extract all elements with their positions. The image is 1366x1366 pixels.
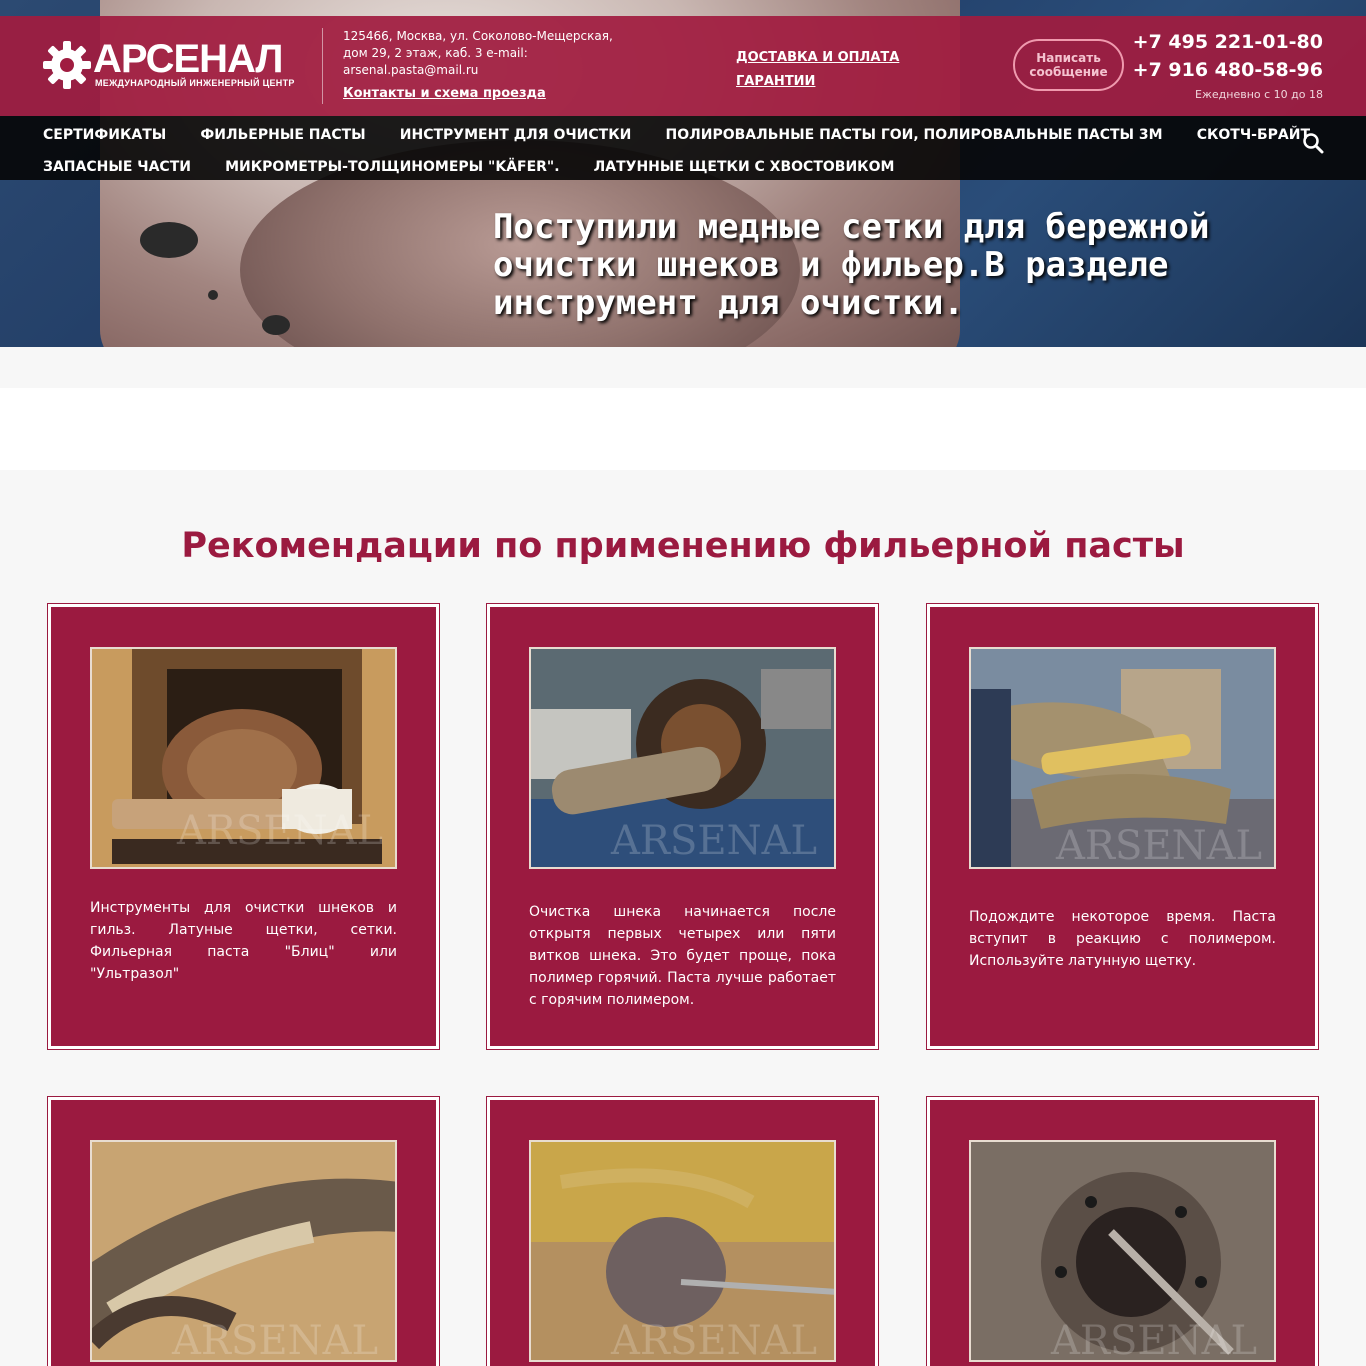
watermark: ARSENAL (1056, 823, 1263, 869)
hero-announcement: Поступили медные сетки для бережной очистки шнеков и фильер.В разделе инструмент для очистки. (493, 207, 1210, 323)
search-icon[interactable] (1302, 132, 1324, 154)
guarantee-link[interactable]: ГАРАНТИИ (736, 74, 816, 89)
watermark: ARSENAL (172, 1318, 379, 1362)
card-text: Инструменты для очистки шнеков и гильз. Латуные щетки, сетки. Фильерная паста "Блиц" или "Ультразол" (90, 900, 397, 982)
main-menu (0, 116, 1366, 180)
card-image-brass-brush (969, 647, 1276, 869)
card-text: Очистка шнека начинается после открытя первых четырех или пяти витков шнека. Это будет проще, пока полимер горячий. Паста лучше работает с горячим полимером. (529, 904, 836, 1008)
menu-item-micrometers[interactable]: МИКРОМЕТРЫ-ТОЛЩИНОМЕРЫ "KÄFER". (225, 159, 560, 175)
hero-hole (208, 290, 218, 300)
card-image-screw-mesh (90, 1140, 397, 1362)
recommendation-card (486, 1096, 879, 1366)
watermark: ARSENAL (611, 818, 818, 864)
menu-row-1 (43, 124, 1339, 144)
write-message-button[interactable]: Написать сообщение (1013, 39, 1124, 91)
logo-subtitle: МЕЖДУНАРОДНЫЙ ИНЖЕНЕРНЫЙ ЦЕНТР (95, 78, 295, 88)
hero-hole (140, 222, 198, 258)
phones (1133, 28, 1323, 101)
white-strip (0, 388, 1366, 470)
menu-item-spare-parts[interactable]: ЗАПАСНЫЕ ЧАСТИ (43, 159, 191, 175)
header-links (736, 46, 899, 94)
working-hours: Ежедневно с 10 до 18 (1195, 88, 1323, 101)
recommendation-card (47, 603, 440, 1050)
menu-item-die-pastes[interactable]: ФИЛЬЕРНЫЕ ПАСТЫ (200, 127, 366, 143)
logo[interactable] (43, 37, 303, 92)
logo-name: АРСЕНАЛ (93, 37, 283, 81)
watermark: ARSENAL (611, 1318, 818, 1362)
section-title: Рекомендации по применению фильерной пасты (181, 526, 1185, 566)
address: 125466, Москва, ул. Соколово-Мещерская, дом 29, 2 этаж, каб. 3 e-mail: arsenal.pasta@mail.ru (343, 29, 613, 77)
phone-2[interactable]: +7 916 480-58-96 (1132, 59, 1323, 81)
recommendation-card (486, 603, 879, 1050)
watermark: ARSENAL (1051, 1318, 1258, 1362)
phone-1[interactable]: +7 495 221-01-80 (1132, 31, 1323, 53)
card-text: Подождите некоторое время. Паста вступит в реакцию с полимером. Используйте латунную щетку. (969, 909, 1276, 969)
menu-item-certificates[interactable]: СЕРТИФИКАТЫ (43, 127, 167, 143)
gear-logo-icon (43, 41, 91, 89)
delivery-link[interactable]: ДОСТАВКА И ОПЛАТА (736, 50, 900, 65)
menu-item-cleaning-tools[interactable]: ИНСТРУМЕНТ ДЛЯ ОЧИСТКИ (399, 127, 632, 143)
card-image-die-cleaning (969, 1140, 1276, 1362)
header-divider (322, 28, 323, 104)
card-image-tools (90, 647, 397, 869)
menu-row-2 (43, 156, 923, 176)
card-image-screw-extraction (529, 647, 836, 869)
recommendation-card (926, 1096, 1319, 1366)
header-bar (0, 16, 1366, 116)
recommendation-card (47, 1096, 440, 1366)
watermark: ARSENAL (177, 808, 384, 854)
menu-item-scotch-brite[interactable]: СКОТЧ-БРАЙТ (1196, 127, 1311, 143)
menu-item-polishing-pastes[interactable]: ПОЛИРОВАЛЬНЫЕ ПАСТЫ ГОИ, ПОЛИРОВАЛЬНЫЕ ПАСТЫ 3М (665, 127, 1163, 143)
contacts-link[interactable]: Контакты и схема проезда (343, 86, 546, 101)
menu-item-brass-brushes[interactable]: ЛАТУННЫЕ ЩЕТКИ С ХВОСТОВИКОМ (593, 159, 895, 175)
hero-hole (262, 315, 290, 335)
recommendation-card (926, 603, 1319, 1050)
card-image-mesh-ball (529, 1140, 836, 1362)
